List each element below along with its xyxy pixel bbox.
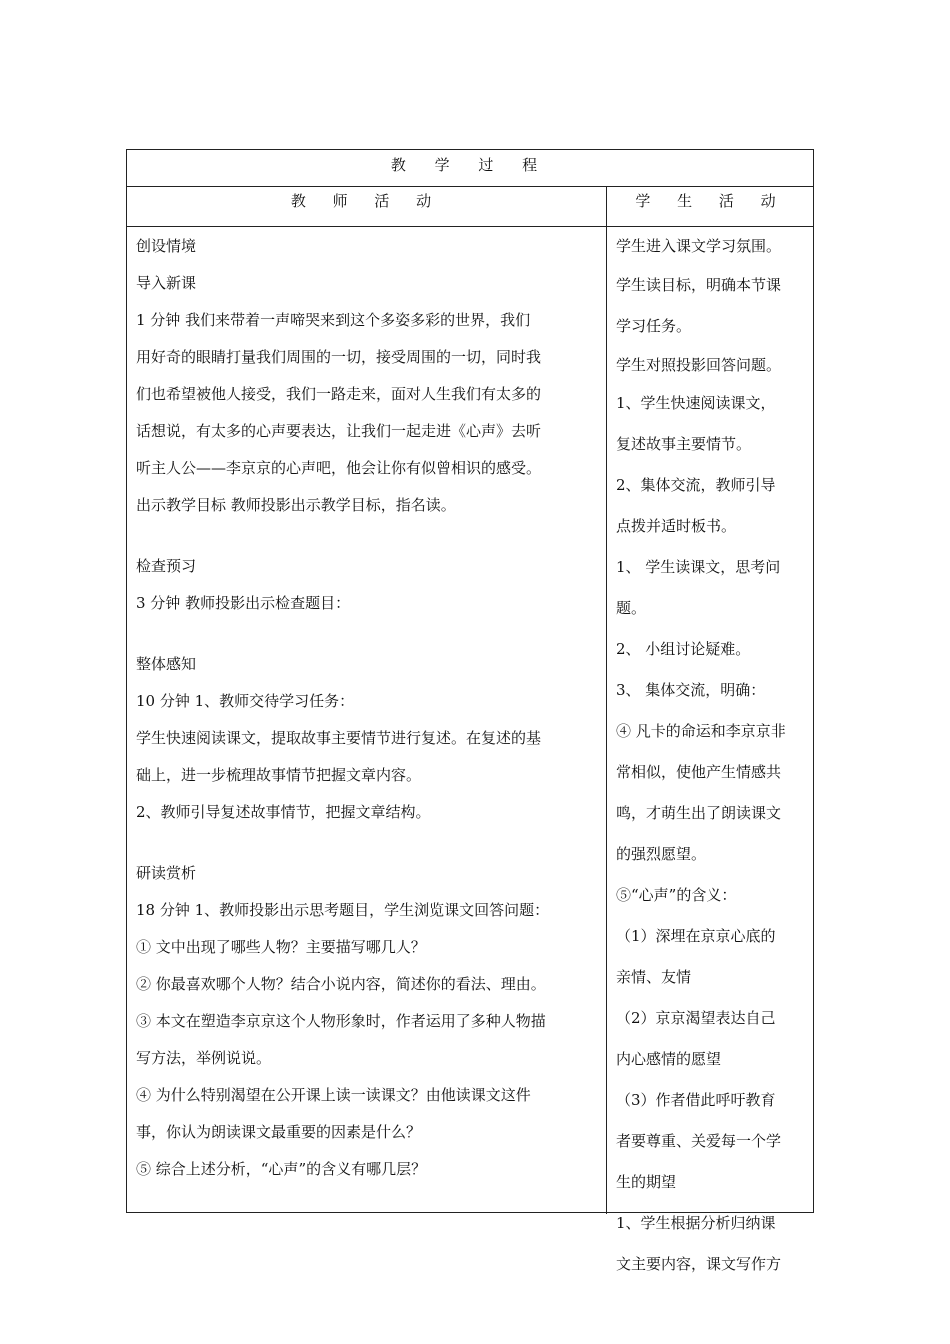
table-title: 教 学 过 程	[127, 150, 813, 187]
table-header-row	[127, 187, 813, 227]
column-divider	[606, 187, 607, 1214]
text-line: 文主要内容，课文写作方	[616, 1255, 782, 1273]
text-line: 2、教师引导复述故事情节，把握文章结构。	[136, 803, 431, 821]
text-line: 事，你认为朗读课文最重要的因素是什么？	[136, 1123, 422, 1141]
text-line: 内心感情的愿望	[616, 1050, 722, 1068]
text-line: （3）作者借此呼吁教育	[616, 1091, 776, 1109]
text-line: 10 分钟 1、教师交待学习任务：	[136, 692, 355, 710]
text-line: 学生读目标，明确本节课	[616, 276, 782, 294]
text-line: 学生对照投影回答问题。	[616, 356, 782, 374]
text-line: 3 分钟 教师投影出示检查题目：	[136, 594, 351, 612]
text-line: 听主人公——李京京的心声吧，他会让你有似曾相识的感受。	[136, 459, 542, 477]
text-line: 亲情、友情	[616, 968, 692, 986]
section-heading: 整体感知	[136, 655, 197, 673]
text-line: 2、集体交流，教师引导	[616, 476, 776, 494]
text-line: 学生进入课文学习氛围。	[616, 237, 782, 255]
text-line: 3、 集体交流，明确：	[616, 681, 766, 699]
question-item: ③ 本文在塑造李京京这个人物形象时，作者运用了多种人物描	[136, 1012, 546, 1030]
section-heading: 研读赏析	[136, 864, 197, 882]
text-line: 出示教学目标 教师投影出示教学目标，指名读。	[136, 496, 456, 514]
text-line: 鸣，才萌生出了朗读课文	[616, 804, 782, 822]
text-line: 们也希望被他人接受，我们一路走来，面对人生我们有太多的	[136, 385, 542, 403]
question-item: ⑤ 综合上述分析，“心声”的含义有哪几层？	[136, 1160, 427, 1178]
section-heading: 创设情境	[136, 237, 197, 255]
text-line: 1、学生根据分析归纳课	[616, 1214, 776, 1232]
section-heading: 导入新课	[136, 274, 197, 292]
text-line: 18 分钟 1、教师投影出示思考题目，学生浏览课文回答问题：	[136, 901, 550, 919]
question-item: ④ 为什么特别渴望在公开课上读一读课文？由他读课文这件	[136, 1086, 531, 1104]
text-line: 1、学生快速阅读课文，	[616, 394, 776, 412]
text-line: 点拨并适时板书。	[616, 517, 737, 535]
teacher-activity-header: 教 师 活 动	[290, 192, 443, 210]
spacer	[136, 524, 602, 548]
text-line: （2）京京渴望表达自己	[616, 1009, 776, 1027]
text-line: 的强烈愿望。	[616, 845, 707, 863]
text-line: 题。	[616, 599, 647, 617]
lesson-process-table	[126, 149, 814, 1273]
section-heading: 检查预习	[136, 557, 197, 575]
text-line: 写方法，举例说说。	[136, 1049, 272, 1067]
text-line: 础上，进一步梳理故事情节把握文章内容。	[136, 766, 422, 784]
text-line: 学生快速阅读课文，提取故事主要情节进行复述。在复述的基	[136, 729, 542, 747]
spacer	[136, 831, 602, 855]
text-line: 学习任务。	[616, 317, 692, 335]
text-line: ⑤“心声”的含义：	[616, 886, 737, 904]
teacher-activity-column	[136, 228, 602, 1188]
text-line: 复述故事主要情节。	[616, 435, 752, 453]
text-line: 生的期望	[616, 1173, 677, 1191]
student-activity-header: 学 生 活 动	[635, 192, 787, 210]
text-line: 常相似，使他产生情感共	[616, 763, 782, 781]
text-line: 1、 学生读课文，思考问	[616, 558, 781, 576]
question-item: ② 你最喜欢哪个人物？结合小说内容，简述你的看法、理由。	[136, 975, 546, 993]
text-line: 用好奇的眼睛打量我们周围的一切，接受周围的一切，同时我	[136, 348, 542, 366]
text-line: 者要尊重、关爱每一个学	[616, 1132, 782, 1150]
text-line: 1 分钟 我们来带着一声啼哭来到这个多姿多彩的世界，我们	[136, 311, 531, 329]
text-line: （1）深埋在京京心底的	[616, 927, 776, 945]
text-line: 2、 小组讨论疑难。	[616, 640, 751, 658]
spacer	[136, 622, 602, 646]
text-line: 话想说，有太多的心声要表达，让我们一起走进《心声》去听	[136, 422, 542, 440]
text-line: ④ 凡卡的命运和李京京非	[616, 722, 786, 740]
student-activity-column	[616, 228, 812, 1278]
question-item: ① 文中出现了哪些人物？主要描写哪几人？	[136, 938, 426, 956]
